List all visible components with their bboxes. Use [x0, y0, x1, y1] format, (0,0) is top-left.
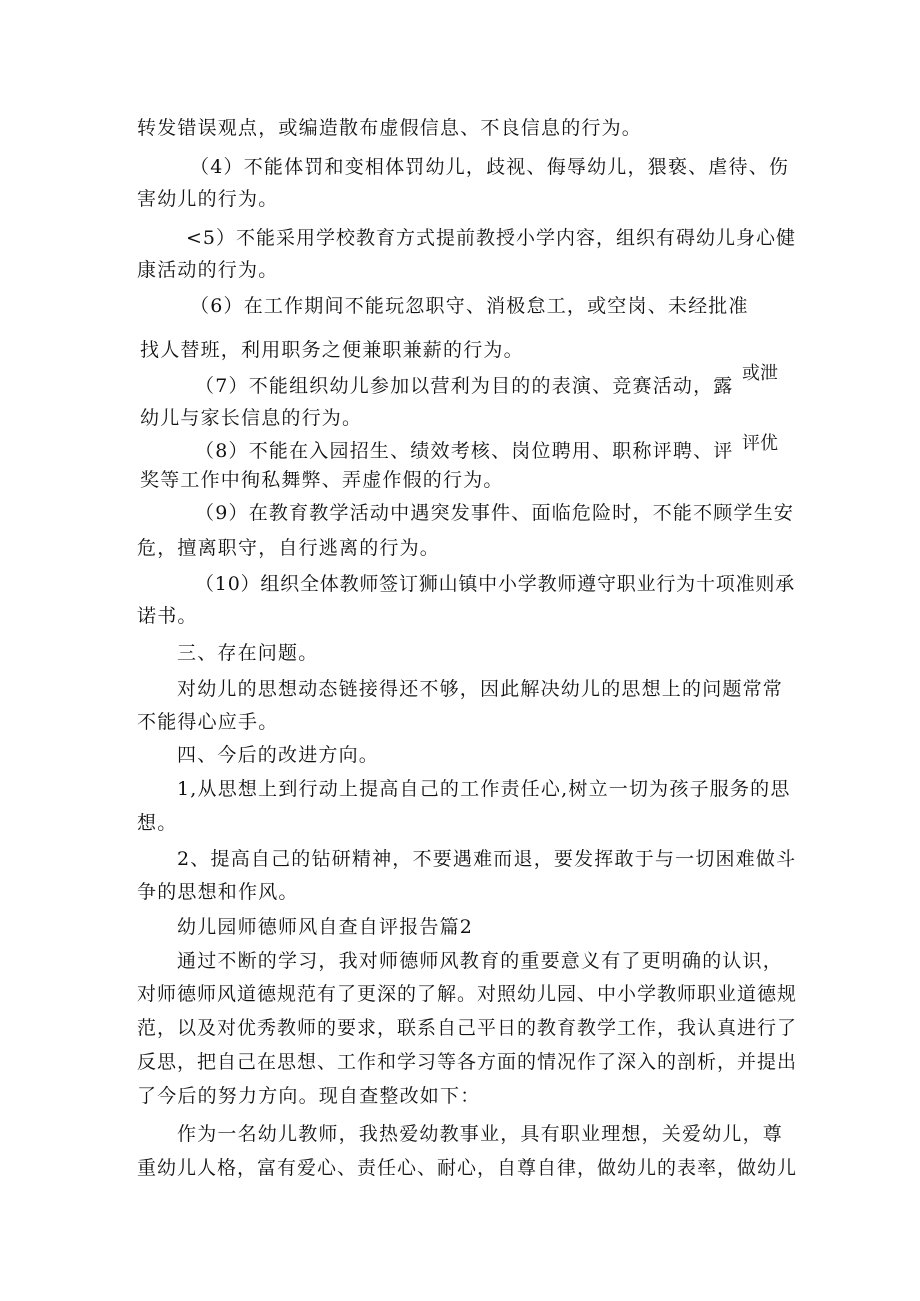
text-line: 了今后的努力方向。现自查整改如下：	[137, 1085, 481, 1107]
text-line: （6）在工作期间不能玩忽职守、消极怠工，或空岗、未经批准	[190, 295, 749, 317]
text-line: （7）不能组织幼儿参加以营利为目的的表演、竞赛活动，露	[195, 375, 734, 397]
text-line: 幼儿与家长信息的行为。	[140, 407, 363, 429]
text-line: 范，以及对优秀教师的要求，联系自己平日的教育教学工作，我认真进行了	[137, 1017, 798, 1039]
text-line: 作为一名幼儿教师，我热爱幼教事业，具有职业理想，关爱幼儿，尊	[177, 1123, 784, 1145]
report-title: 幼儿园师德师风自查自评报告篇2	[177, 916, 474, 938]
text-line: 反思，把自己在思想、工作和学习等各方面的情况作了深入的剖析，并提出	[137, 1051, 798, 1073]
text-line: <5）不能采用学校教育方式提前教授小学内容，组织有碍幼儿身心健	[186, 227, 797, 249]
section-heading: 三、存在问题。	[177, 642, 319, 664]
text-line: 奖等工作中徇私舞弊、弄虚作假的行为。	[140, 469, 504, 491]
text-line: 康活动的行为。	[137, 259, 279, 281]
text-line: 重幼儿人格，富有爱心、责任心、耐心，自尊自律，做幼儿的表率，做幼儿	[137, 1157, 798, 1179]
offset-text: 评优	[742, 433, 778, 454]
section-heading: 四、今后的改进方向。	[177, 744, 380, 766]
text-line: 诺书。	[137, 605, 198, 627]
text-line: 害幼儿的行为。	[137, 188, 279, 210]
text-line: 危，擅离职守，自行逃离的行为。	[137, 537, 441, 559]
text-line: （10）组织全体教师签订狮山镇中小学教师遵守职业行为十项准则承	[195, 573, 795, 595]
text-line: （8）不能在入园招生、绩效考核、岗位聘用、职称评聘、评	[195, 440, 734, 462]
text-line: 对幼儿的思想动态链接得还不够，因此解决幼儿的思想上的问题常常	[177, 678, 784, 700]
text-line: 转发错误观点，或编造散布虚假信息、不良信息的行为。	[137, 117, 643, 139]
text-line: 争的思想和作风。	[137, 881, 299, 903]
text-line: （4）不能体罚和变相体罚幼儿，歧视、侮辱幼儿，猥亵、虐待、伤	[190, 156, 790, 178]
text-line: 想。	[137, 812, 178, 834]
text-line: 不能得心应手。	[137, 711, 279, 733]
text-line: （9）在教育教学活动中遇突发事件、面临危险时，不能不顾学生安	[195, 502, 795, 524]
offset-text: 或泄	[742, 363, 778, 384]
text-line: 找人替班，利用职务之便兼职兼薪的行为。	[140, 339, 524, 361]
text-line: 2、提高自己的钻研精神，不要遇难而退，要发挥敢于与一切困难做斗	[177, 848, 797, 870]
text-line: 通过不断的学习，我对师德师风教育的重要意义有了更明确的认识，	[177, 950, 784, 972]
text-line: 对师德师风道德规范有了更深的了解。对照幼儿园、中小学教师职业道德规	[137, 983, 798, 1005]
text-line: 1,从思想上到行动上提高自己的工作责任心,树立一切为孩子服务的思	[177, 778, 791, 800]
